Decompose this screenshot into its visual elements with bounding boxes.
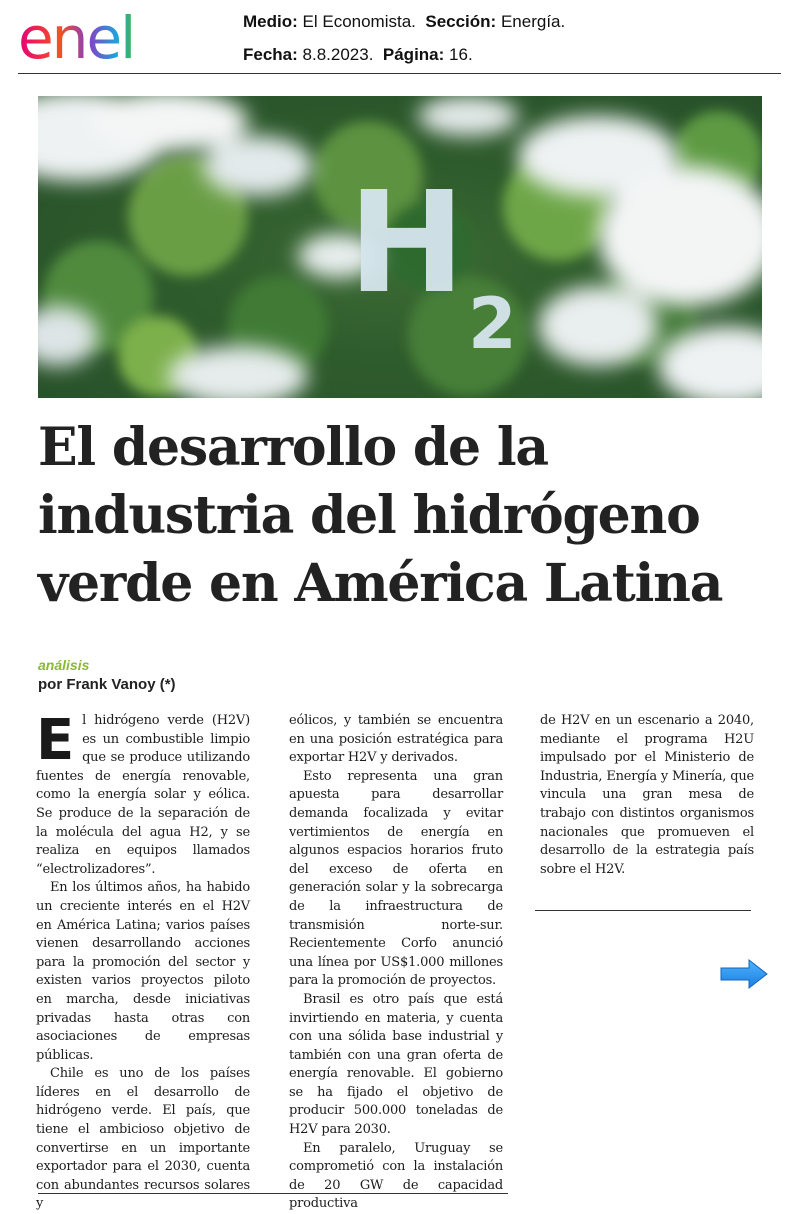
paragraph: En los últimos años, ha habido un creciente interés en el H2V en América Latina; varios países vienen desarrollando acciones para la promoción del sector y existen varios proyectos piloto en marcha, desde iniciativas privadas hasta otras con asociaciones de empresas públicas. (36, 880, 250, 1063)
column-end-divider (535, 910, 751, 911)
enel-logo (16, 2, 182, 72)
headline-line: industria del hidrógeno (38, 485, 700, 546)
paragraph (36, 708, 250, 879)
headline-line: verde en América Latina (38, 553, 723, 614)
fecha-label: Fecha: (243, 45, 298, 64)
pagina-value: 16. (449, 45, 473, 64)
paragraph-text: l hidrógeno verde (H2V) es un combustible limpio que se produce utilizando fuentes de energía renovable, como la energía solar y eólica. Se produce de la separación de la molécula del agua H2, y se realiza en equipos llamados “electrolizadores”. (36, 713, 250, 877)
paragraph: eólicos, y también se encuentra en una posición estratégica para exportar H2V y derivados. (289, 713, 503, 766)
article-column-1 (36, 708, 250, 1214)
paragraph: Brasil es otro país que está invirtiendo en materia, y cuenta con una sólida base industrial y también con una gran oferta de energía renovable. El gobierno se ha fijado el objetivo de producir 500.000 toneladas de H2V para 2030. (289, 991, 503, 1138)
seccion-value: Energía. (500, 12, 566, 31)
paragraph: Esto representa una gran apuesta para desarrollar demanda focalizada y evitar vertimientos de energía en algunos espacios horarios fruto del exceso de oferta en generación solar y la sobrecarga de la infraestructura de transmisión norte-sur. Recientemente Corfo anunció una línea por US$1.000 millones para la promoción de proyectos. (289, 768, 503, 989)
header-divider (18, 73, 781, 74)
section-kicker: análisis (38, 657, 90, 673)
page-header (0, 0, 800, 80)
arrow-right-icon[interactable] (719, 958, 769, 990)
pagina-label: Página: (382, 45, 445, 64)
article-column-3 (540, 712, 754, 879)
meta-line-2 (243, 45, 473, 65)
medio-label: Medio: (243, 12, 298, 31)
article-photo (38, 96, 762, 398)
logo-text: enel (18, 4, 135, 72)
paragraph: En paralelo, Uruguay se comprometió con la instalación de 20 GW de capacidad productiva (289, 1140, 503, 1212)
footer-divider (38, 1193, 508, 1194)
forest-clouds-illustration (38, 96, 762, 398)
article-column-2 (289, 712, 503, 1214)
h2-subscript: 2 (468, 283, 517, 365)
medio-value: El Economista. (302, 12, 416, 31)
headline-line: El desarrollo de la (38, 417, 548, 478)
article-headline (38, 414, 778, 618)
meta-line-1 (243, 12, 565, 32)
paragraph: Chile es uno de los países líderes en el desarrollo de hidrógeno verde. El país, que tiene el ambicioso objetivo de convertirse en un importante exportador para el 2030, cuenta con abundantes recursos solares y (36, 1066, 250, 1212)
byline: por Frank Vanoy (*) (38, 676, 176, 693)
drop-cap: E (36, 708, 75, 773)
paragraph: de H2V en un escenario a 2040, mediante el programa H2U impulsado por el Ministerio de Industria, Energía y Minería, que vincula una gran mesa de trabajo con distintos organismos nacionales que promueven el desarrollo de la estrategia país sobre el H2V. (540, 713, 754, 877)
fecha-value: 8.8.2023. (302, 45, 374, 64)
h2-main-letter: H (348, 162, 466, 325)
seccion-label: Sección: (425, 12, 497, 31)
